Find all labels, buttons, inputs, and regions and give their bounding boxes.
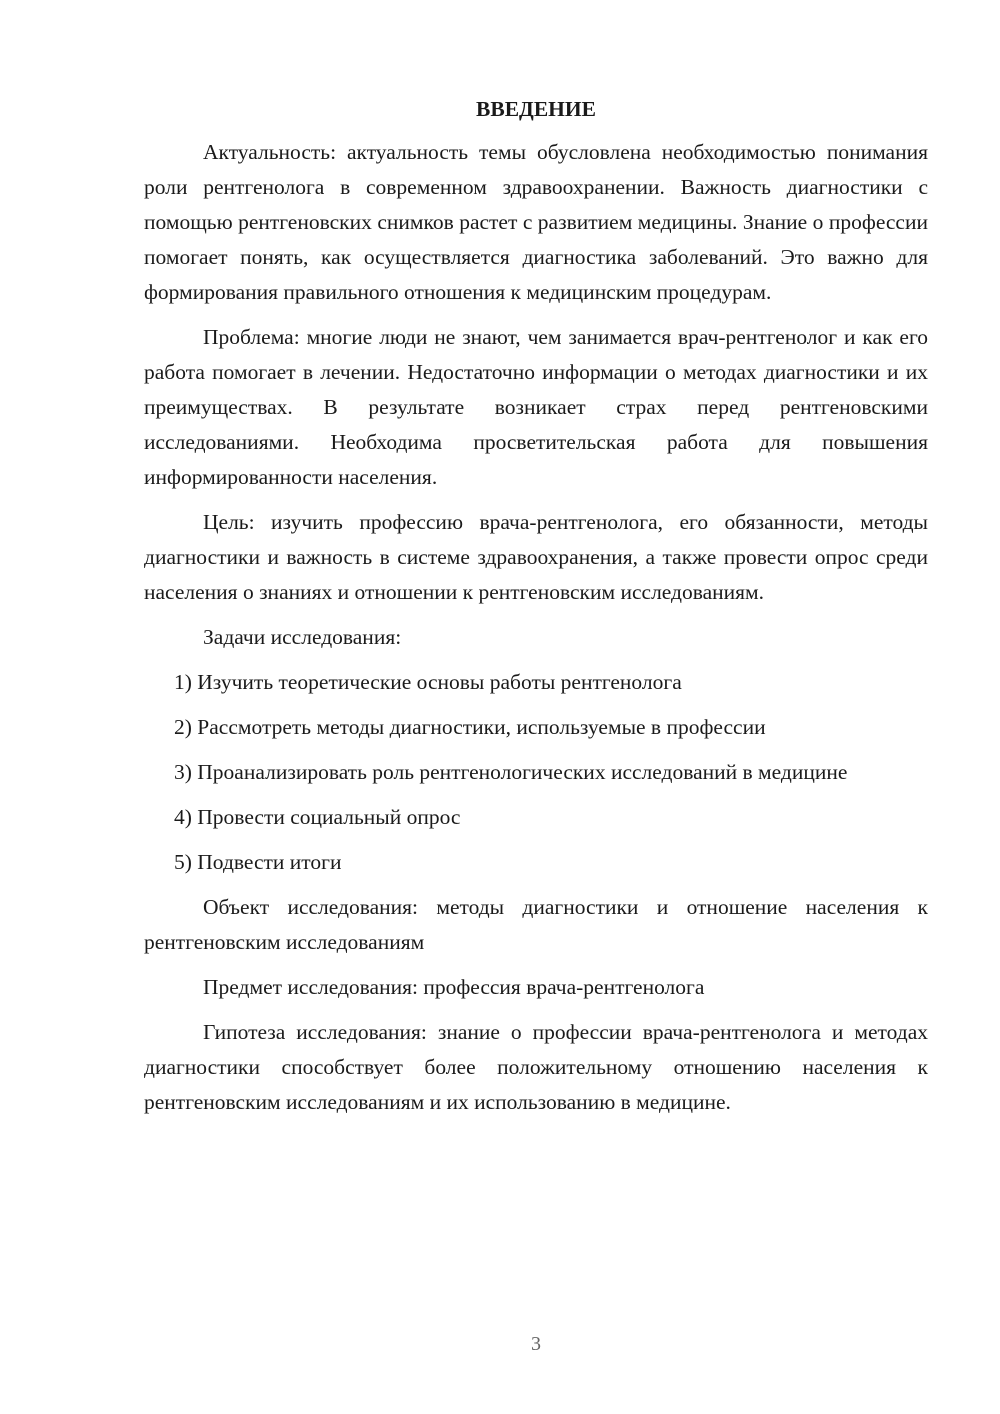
problem-paragraph: Проблема: многие люди не знают, чем занимается врач-рентгенолог и как его работа помогает в лечении. Недостаточно информации о методах диагностики и их преимуществах. В результате возникает страх перед рентгеновскими исследованиями. Необходима просветительская работа для повышения информированности населения. bbox=[144, 325, 928, 489]
page-number: 3 bbox=[531, 1333, 541, 1355]
goal-paragraph: Цель: изучить профессию врача-рентгенолога, его обязанности, методы диагностики и важность в системе здравоохранения, а также провести опрос среди населения о знаниях и отношении к рентгеновским исследованиям. bbox=[144, 510, 928, 604]
page-title: ВВЕДЕНИЕ bbox=[476, 97, 596, 121]
tasks-list bbox=[144, 665, 928, 880]
list-item: 2) Рассмотреть методы диагностики, используемые в профессии bbox=[174, 715, 766, 739]
document-page bbox=[144, 92, 928, 1130]
tasks-heading: Задачи исследования: bbox=[203, 625, 402, 649]
list-item: 4) Провести социальный опрос bbox=[174, 805, 461, 829]
list-item: 3) Проанализировать роль рентгенологических исследований в медицине bbox=[174, 760, 848, 784]
list-item: 1) Изучить теоретические основы работы рентгенолога bbox=[174, 670, 682, 694]
object-paragraph: Объект исследования: методы диагностики и отношение населения к рентгеновским исследованиям bbox=[144, 895, 928, 954]
relevance-paragraph: Актуальность: актуальность темы обусловлена необходимостью понимания роли рентгенолога в современном здравоохранении. Важность диагностики с помощью рентгеновских снимков растет с развитием медицины. Знание о профессии помогает понять, как осуществляется диагностика заболеваний. Это важно для формирования правильного отношения к медицинским процедурам. bbox=[144, 140, 928, 304]
list-item: 5) Подвести итоги bbox=[174, 850, 342, 874]
hypothesis-paragraph: Гипотеза исследования: знание о профессии врача-рентгенолога и методах диагностики способствует более положительному отношению населения к рентгеновским исследованиям и их использованию в медицине. bbox=[144, 1020, 928, 1114]
subject-paragraph: Предмет исследования: профессия врача-рентгенолога bbox=[203, 975, 705, 999]
